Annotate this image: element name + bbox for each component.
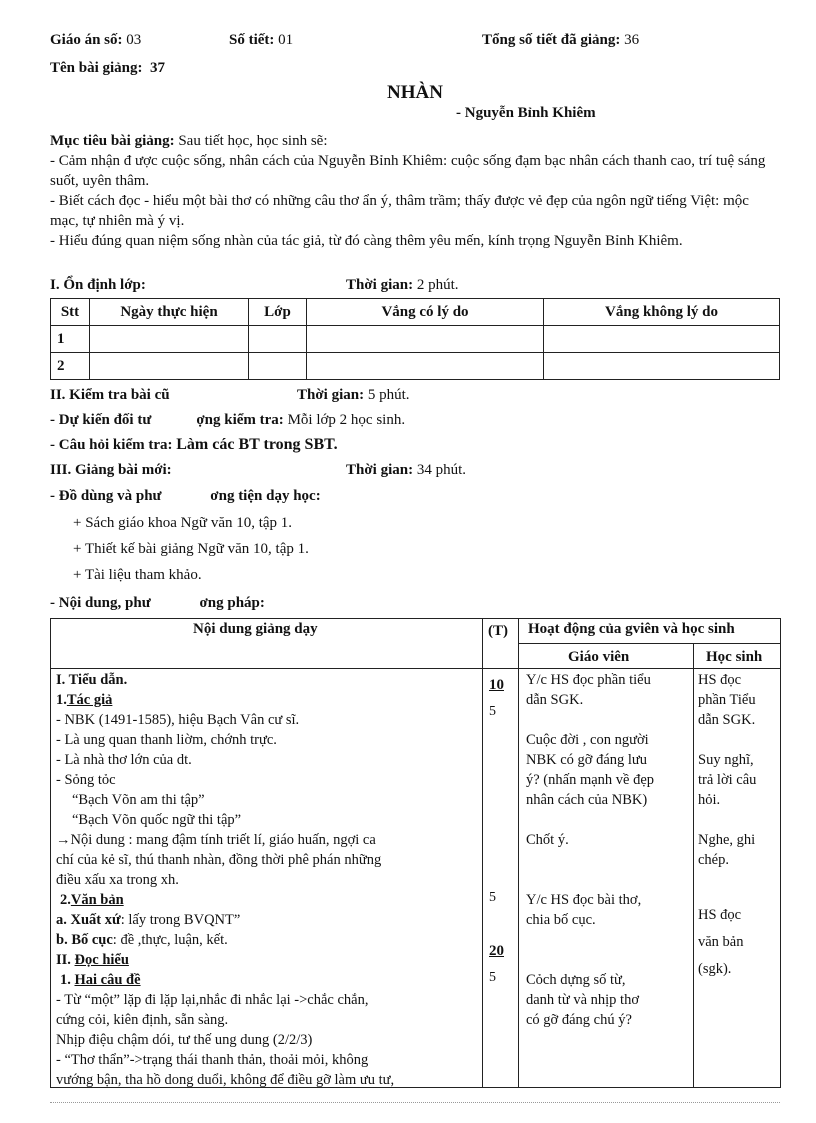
- lesson-number: [50, 32, 141, 49]
- expected-students-label: - Dự kiến đối tư ợng kiểm tra:: [50, 412, 284, 428]
- content-line: - “Thơ thẩn”->trạng thái thanh thản, thoải mỏi, không: [56, 1052, 369, 1068]
- page-bottom-divider: [50, 1102, 780, 1103]
- total-periods-label: Tổng số tiết đã giảng:: [482, 32, 621, 48]
- header-teacher: Giáo viên: [568, 649, 630, 665]
- section-1-time: [346, 277, 459, 294]
- lesson-number-label: Giáo án số:: [50, 32, 123, 48]
- section-2-time: [297, 387, 410, 404]
- objectives-intro: Sau tiết học, học sinh sẽ:: [178, 133, 328, 149]
- material-item: + Thiết kế bài giảng Ngữ văn 10, tập 1.: [73, 541, 309, 557]
- section-2-time-label: Thời gian:: [297, 387, 365, 403]
- content-line: →Nội dung : mang đậm tính triết lí, giáo huấn, ngợi ca: [56, 832, 376, 848]
- student-activity: HS đọc phần Tiểu dẫn SGK.: [698, 672, 756, 728]
- lesson-number-value: 03: [126, 32, 142, 48]
- author-line: - Nguyễn Bỉnh Khiêm: [456, 105, 596, 121]
- check-questions-label: - Câu hỏi kiểm tra:: [50, 437, 173, 453]
- material-item: + Tài liệu tham khảo.: [73, 567, 202, 583]
- content-line: - Là nhà thơ lớn của dt.: [56, 752, 192, 768]
- period-count-value: 01: [278, 32, 294, 48]
- materials-label: - Đồ dùng và phư ơng tiện dạy học:: [50, 488, 321, 504]
- section-3-time-value: 34 phút.: [416, 462, 466, 478]
- time-value: 5: [489, 704, 496, 719]
- content-line: chí của kẻ sĩ, thú thanh nhàn, đồng thời phê phán những: [56, 852, 382, 868]
- content-line: - NBK (1491-1585), hiệu Bạch Vân cư sĩ.: [56, 712, 300, 728]
- total-periods: [482, 32, 639, 49]
- content-line: vướng bận, tha hồ dong duổi, không để điều gỡ làm ưu tư,: [56, 1072, 395, 1088]
- header-date: Ngày thực hiện: [90, 299, 249, 326]
- lesson-name-value: 37: [150, 60, 166, 76]
- content-line: - Từ “một” lặp đi lặp lại,nhắc đi nhắc lại ->chắc chắn,: [56, 992, 369, 1008]
- header-stt: Stt: [51, 299, 90, 326]
- content-line: điều xấu xa trong xh.: [56, 872, 179, 888]
- objectives-label: Mục tiêu bài giảng:: [50, 133, 175, 149]
- expected-students-value: Mỗi lớp 2 học sinh.: [287, 412, 406, 428]
- content-line: “Bạch Võn quốc ngữ thi tập”: [72, 812, 242, 828]
- material-item: + Sách giáo khoa Ngữ văn 10, tập 1.: [73, 515, 293, 531]
- teacher-activity: Cỏch dựng số từ, danh từ và nhịp thơ có gỡ đáng chú ý?: [526, 972, 639, 1028]
- check-questions-value: Làm các BT trong SBT.: [176, 436, 338, 453]
- header-content: Nội dung giảng dạy: [193, 621, 318, 637]
- content-line: I. Tiểu dẫn.: [56, 672, 128, 688]
- teacher-activity: Cuộc đời , con người NBK có gỡ đáng lưu ý? (nhấn mạnh về đẹp nhân cách của NBK): [526, 732, 655, 808]
- teacher-activity: Y/c HS đọc phần tiểu dẫn SGK.: [526, 672, 651, 708]
- content-line: “Bạch Võn am thi tập”: [72, 792, 205, 808]
- objective-item: - Cảm nhận đ ược cuộc sống, nhân cách của Nguyễn Bỉnh Khiêm: cuộc sống đạm bạc nhân cách thanh cao, trí tuệ sáng suốt, uyên thâm.: [50, 153, 766, 189]
- content-line: Nhịp điệu chậm dói, tư thế ung dung (2/2/3): [56, 1032, 313, 1048]
- content-heading: 1.Tác giả: [56, 692, 113, 708]
- row-number: 2: [51, 353, 90, 380]
- content-heading: 2.Văn bản: [60, 892, 124, 908]
- row-number: 1: [51, 326, 90, 353]
- section-1-label: I. Ổn định lớp:: [50, 277, 146, 293]
- content-line: cứng cỏi, kiên định, sẵn sàng.: [56, 1012, 229, 1028]
- content-method-label: - Nội dung, phư ơng pháp:: [50, 595, 265, 611]
- content-heading: 1. Hai câu đề: [60, 972, 141, 988]
- header-class: Lớp: [249, 299, 307, 326]
- section-3-time-label: Thời gian:: [346, 462, 414, 478]
- header-student: Học sinh: [706, 649, 763, 665]
- teacher-activity: Chốt ý.: [526, 832, 569, 848]
- table-row: [51, 353, 780, 380]
- period-count-label: Số tiết:: [229, 32, 275, 48]
- lesson-name-label: Tên bài giảng:: [50, 60, 143, 76]
- content-line: b. Bố cục: đề ,thực, luận, kết.: [56, 932, 228, 948]
- content-cell: [56, 670, 480, 1090]
- header-absent-excused: Vắng có lý do: [307, 299, 544, 326]
- lesson-name: [50, 60, 165, 77]
- header-activity: Hoạt động của gviên và học sinh: [528, 621, 735, 637]
- page-title: NHÀN: [387, 82, 443, 103]
- time-value: 5: [489, 970, 496, 985]
- student-activity: Suy nghĩ, trả lời câu hỏi.: [698, 752, 757, 808]
- student-activity: HS đọc văn bản (sgk).: [698, 907, 744, 977]
- section-2-label: II. Kiểm tra bài cũ: [50, 387, 170, 403]
- section-3-label: III. Giảng bài mới:: [50, 462, 172, 478]
- content-heading: II. Đọc hiểu: [56, 952, 129, 968]
- section-1-time-label: Thời gian:: [346, 277, 414, 293]
- time-value: 10: [489, 677, 504, 693]
- header-time: (T): [488, 623, 508, 639]
- total-periods-value: 36: [624, 32, 640, 48]
- attendance-table: [50, 298, 780, 380]
- time-value: 20: [489, 943, 504, 959]
- content-line: - Là ung quan thanh liờm, chớnh trực.: [56, 732, 277, 748]
- period-count: [229, 32, 293, 49]
- header-absent-unexcused: Vắng không lý do: [544, 299, 780, 326]
- check-questions: [50, 436, 338, 454]
- teacher-activity: Y/c HS đọc bài thơ, chia bố cục.: [526, 892, 642, 928]
- attendance-header-row: [51, 299, 780, 326]
- section-2-time-value: 5 phút.: [367, 387, 410, 403]
- objective-item: - Hiểu đúng quan niệm sống nhàn của tác giả, từ đó càng thêm yêu mến, kính trọng Nguyễn Bỉnh Khiêm.: [50, 233, 683, 249]
- section-3-time: [346, 462, 466, 479]
- content-line: - Sỏng tỏc: [56, 772, 116, 788]
- objective-item: - Biết cách đọc - hiểu một bài thơ có những câu thơ ẩn ý, thâm trầm; thấy được vẻ đẹp của ngôn ngữ tiếng Việt: mộc mạc, tự nhiên mà ý vị.: [50, 193, 749, 229]
- content-line: a. Xuất xứ: lấy trong BVQNT”: [56, 912, 241, 928]
- expected-students: [50, 412, 405, 429]
- student-activity: Nghe, ghi chép.: [698, 832, 756, 868]
- objectives-block: [50, 131, 780, 251]
- section-1-time-value: 2 phút.: [416, 277, 459, 293]
- table-row: [51, 326, 780, 353]
- time-value: 5: [489, 890, 496, 905]
